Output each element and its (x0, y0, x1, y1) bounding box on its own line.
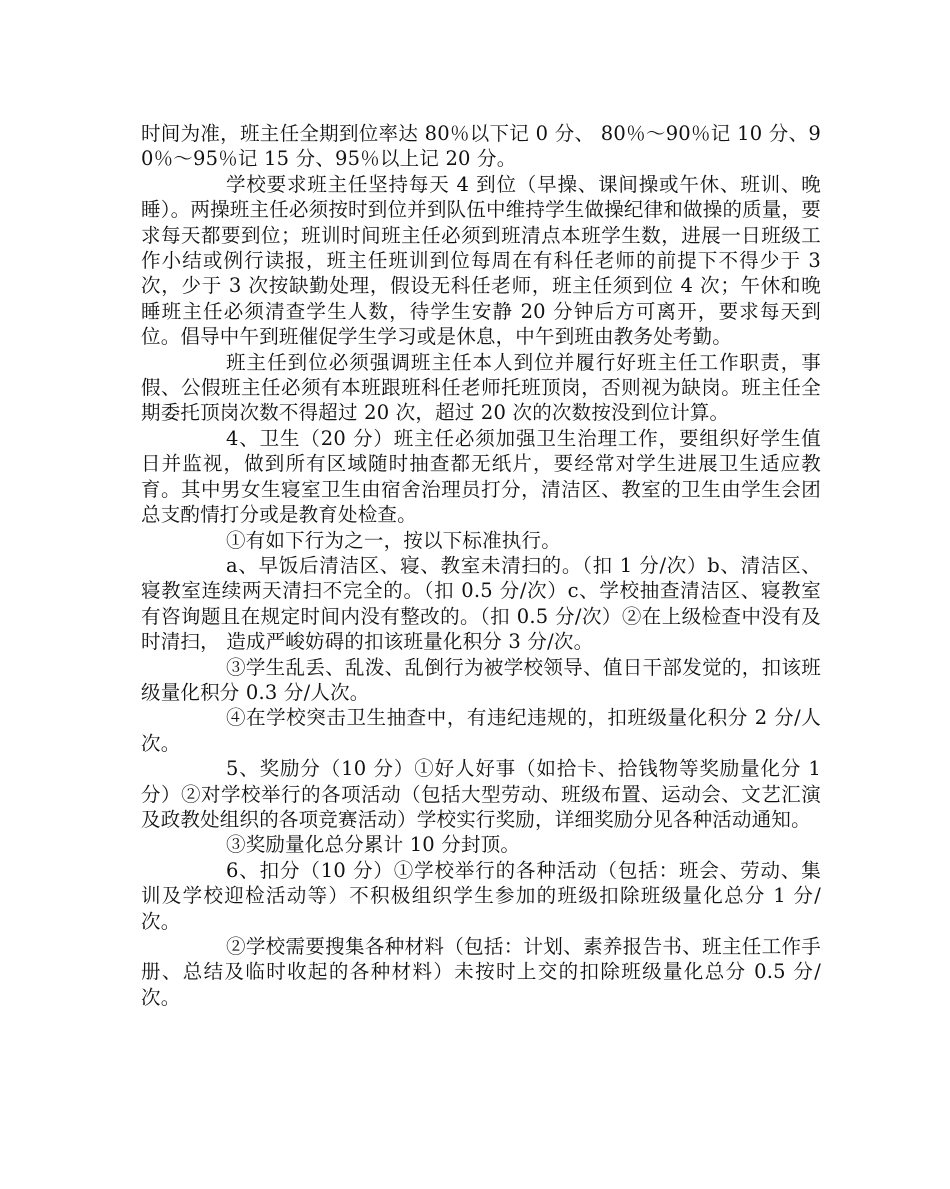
paragraph: 5、奖励分（10 分）①好人好事（如拾卡、拾钱物等奖励量化分 1 分）②对学校举行的各项活动（包括大型劳动、班级布置、运动会、文艺汇演及政教处组织的各项竞赛活动）学校实行奖励，详细奖励分见各种活动通知。 (141, 757, 821, 831)
paragraph: ③学生乱丢、乱泼、乱倒行为被学校领导、值日干部发觉的，扣该班级量化积分 0.3 分/人次。 (141, 655, 821, 704)
paragraph: ④在学校突击卫生抽查中，有违纪违规的，扣班级量化积分 2 分/人次。 (141, 706, 821, 755)
paragraph: ②学校需要搜集各种材料（包括：计划、素养报告书、班主任工作手册、总结及临时收起的各种材料）未按时上交的扣除班级量化总分 0.5 分/次。 (141, 935, 821, 1009)
paragraph: 时间为准，班主任全期到位率达 80％以下记 0 分、 80％～90％记 10 分、90％～95％记 15 分、95％以上记 20 分。 (141, 122, 821, 171)
paragraph: 4、卫生（20 分）班主任必须加强卫生治理工作，要组织好学生值日并监视，做到所有区域随时抽查都无纸片，要经常对学生进展卫生适应教育。其中男女生寝室卫生由宿舍治理员打分，清洁区、教室的卫生由学生会团总支酌情打分或是教育处检查。 (141, 426, 821, 527)
paragraph: a、早饭后清洁区、寝、教室未清扫的。（扣 1 分/次）b、清洁区、寝教室连续两天清扫不完全的。（扣 0.5 分/次）c、学校抽查清洁区、寝教室有咨询题且在规定时间内没有整改的。（扣 0.5 分/次）②在上级检查中没有及时清扫， 造成严峻妨碍的扣该班量化积分 3 分/次。 (141, 553, 821, 654)
paragraph: 班主任到位必须强调班主任本人到位并履行好班主任工作职责，事假、公假班主任必须有本班跟班科任老师托班顶岗，否则视为缺岗。班主任全期委托顶岗次数不得超过 20 次，超过 20 次的次数按没到位计算。 (141, 350, 821, 425)
paragraph: ①有如下行为之一，按以下标准执行。 (226, 528, 561, 552)
paragraph: ③奖励量化总分累计 10 分封顶。 (226, 833, 521, 857)
paragraph: 6、扣分（10 分）①学校举行的各种活动（包括：班会、劳动、集训及学校迎检活动等）不积极组织学生参加的班级扣除班级量化总分 1 分/次。 (141, 858, 821, 933)
paragraph: 学校要求班主任坚持每天 4 到位（早操、课间操或午休、班训、晚睡）。两操班主任必须按时到位并到队伍中维持学生做操纪律和做操的质量，要求每天都要到位；班训时间班主任必须到班清点本班学生数，进展一日班级工作小结或例行读报，班主任班训到位每周在有科任老师的前提下不得少于 3 次，少于 3 次按缺勤处理，假设无科任老师，班主任须到位 4 次；午休和晚睡班主任必须清查学生人数，待学生安静 20 分钟后方可离开，要求每天到位。倡导中午到班催促学生学习或是休息，中午到班由教务处考勤。 (141, 172, 821, 349)
document-body (141, 121, 821, 1010)
